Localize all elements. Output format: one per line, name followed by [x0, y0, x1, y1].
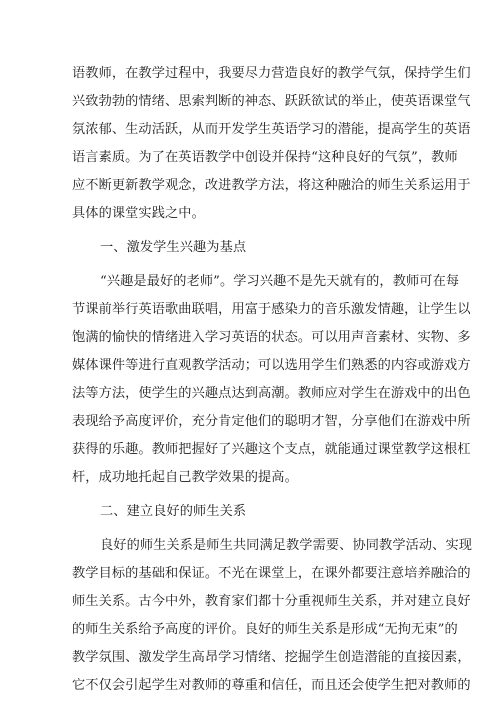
body-line: 教学目标的基础和保证。不光在课堂上，在课外都要注意培养融洽的 — [72, 566, 471, 581]
body-line: 表现给予高度评价，充分肯定他们的聪明才智，分享他们在游戏中所 — [72, 414, 471, 429]
body-line: 教学氛围、激发学生高昂学习情绪、挖掘学生创造潜能的直接因素， — [72, 650, 471, 665]
body-line: 的师生关系给予高度的评价。良好的师生关系是形成“无拘无束”的 — [72, 622, 458, 637]
body-line: 兴致勃勃的情绪、思索判断的神态、跃跃欲试的举止，使英语课堂气 — [72, 94, 471, 109]
body-line: 应不断更新教学观念，改进教学方法，将这种融洽的师生关系运用于 — [72, 178, 471, 193]
section-heading-1: 一、激发学生兴趣为基点 — [100, 240, 247, 255]
body-line: 语言素质。为了在英语教学中创设并保持“这种良好的气氛”，教师 — [72, 150, 458, 165]
body-line: 具体的课堂实践之中。 — [72, 206, 205, 221]
body-line: 媒体课件等进行直观教学活动；可以选用学生们熟悉的内容或游戏方 — [72, 358, 471, 373]
body-line: 师生关系。古今中外，教育家们都十分重视师生关系，并对建立良好 — [72, 594, 471, 609]
body-line: 获得的乐趣。教师把握好了兴趣这个支点，就能通过课堂教学这根杠 — [72, 442, 471, 457]
body-line: 氛浓郁、生动活跃，从而开发学生英语学习的潜能，提高学生的英语 — [72, 122, 471, 137]
body-line: 良好的师生关系是师生共同满足教学需要、协同教学活动、实现 — [100, 538, 473, 553]
body-line: “兴趣是最好的老师”。学习兴趣不是先天就有的，教师可在每 — [100, 274, 460, 289]
document-body — [72, 60, 473, 700]
body-line: 饱满的愉快的情绪进入学习英语的状态。可以用声音素材、实物、多 — [72, 330, 471, 345]
body-line: 它不仅会引起学生对教师的尊重和信任，而且还会使学生把对教师的 — [72, 678, 471, 693]
body-line: 杆，成功地托起自己教学效果的提高。 — [72, 470, 298, 485]
section-heading-2: 二、建立良好的师生关系 — [100, 504, 247, 519]
body-line: 语教师，在教学过程中，我要尽力营造良好的教学气氛，保持学生们 — [72, 66, 471, 81]
body-line: 法等方法，使学生的兴趣点达到高潮。教师应对学生在游戏中的出色 — [72, 386, 471, 401]
body-line: 节课前举行英语歌曲联唱，用富于感染力的音乐激发情趣，让学生以 — [72, 302, 471, 317]
